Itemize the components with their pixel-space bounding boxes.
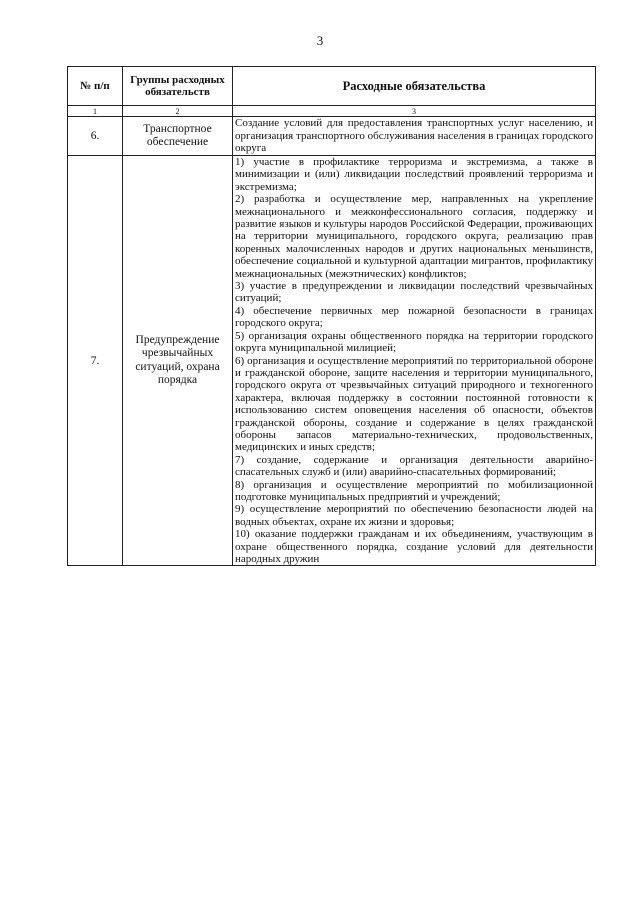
- obligation-item: 7) создание, содержание и организация деятельности аварийно-спасательных служб и (или) аварийно-спасательных формирований;: [235, 453, 593, 479]
- obligations-table: [67, 66, 596, 566]
- column-number: 1: [68, 106, 123, 117]
- row-obligations: [233, 117, 596, 156]
- header-row: [68, 67, 596, 106]
- page-number: 3: [316, 33, 324, 48]
- obligation-item: 8) организация и осуществление мероприятий по мобилизационной подготовке муниципальных предприятий и учреждений;: [235, 478, 593, 503]
- row-group: Транспортное обеспечение: [123, 117, 233, 156]
- obligation-item: 5) организация охраны общественного порядка на территории городского округа муниципальной милицией;: [235, 329, 593, 355]
- row-group: Предупреждение чрезвычайных ситуаций, охрана порядка: [123, 156, 233, 566]
- header-obligations: Расходные обязательства: [233, 67, 596, 106]
- column-number: 3: [233, 106, 596, 117]
- obligation-item: 3) участие в предупреждении и ликвидации последствий чрезвычайных ситуаций;: [235, 280, 593, 305]
- row-obligations: [233, 156, 596, 566]
- obligation-item: 6) организация и осуществление мероприятий по территориальной обороне и гражданской обороне, защите населения и территории муниципального, городского округа от чрезвычайных ситуаций природного и техногенного характера, включая поддержку в состоянии постоянной готовности к использованию систем оповещения населения об опасности, объектов гражданской обороны, создание и содержание в целях гражданской обороны запасов материально-технических, продовольственных, медицинских и иных средств;: [235, 354, 593, 454]
- table-row: [68, 117, 596, 156]
- obligation-item: 2) разработка и осуществление мер, направленных на укрепление межнационального и межконфессионального согласия, поддержку и развитие языков и культуры народов Российской Федерации, проживающих на территории муниципального, городского округа, реализацию прав коренных малочисленных народов и других национальных меньшинств, обеспечение социальной и культурной адаптации мигрантов, профилактику межнациональных (межэтнических) конфликтов;: [235, 193, 593, 280]
- column-number: 2: [123, 106, 233, 117]
- header-group: Группы расходных обязательств: [123, 67, 233, 106]
- header-number: № п/п: [68, 67, 123, 106]
- obligation-item: 10) оказание поддержки гражданам и их объединениям, участвующим в охране общественного порядка, создание условий для деятельности народных дружин: [235, 528, 593, 565]
- table-row: [68, 156, 596, 566]
- row-number: 7.: [68, 156, 123, 566]
- row-number: 6.: [68, 117, 123, 156]
- obligation-item: 1) участие в профилактике терроризма и экстремизма, а также в минимизации и (или) ликвидации последствий проявлений терроризма и экстремизма;: [235, 156, 593, 193]
- obligation-item: 9) осуществление мероприятий по обеспечению безопасности людей на водных объектах, охране их жизни и здоровья;: [235, 503, 593, 528]
- obligation-item: 4) обеспечение первичных мер пожарной безопасности в границах городского округа;: [235, 304, 593, 330]
- column-numbers-row: [68, 106, 596, 117]
- obligation-item: Создание условий для предоставления транспортных услуг населению, и организация транспортного обслуживания населения в границах городского округа: [235, 117, 593, 155]
